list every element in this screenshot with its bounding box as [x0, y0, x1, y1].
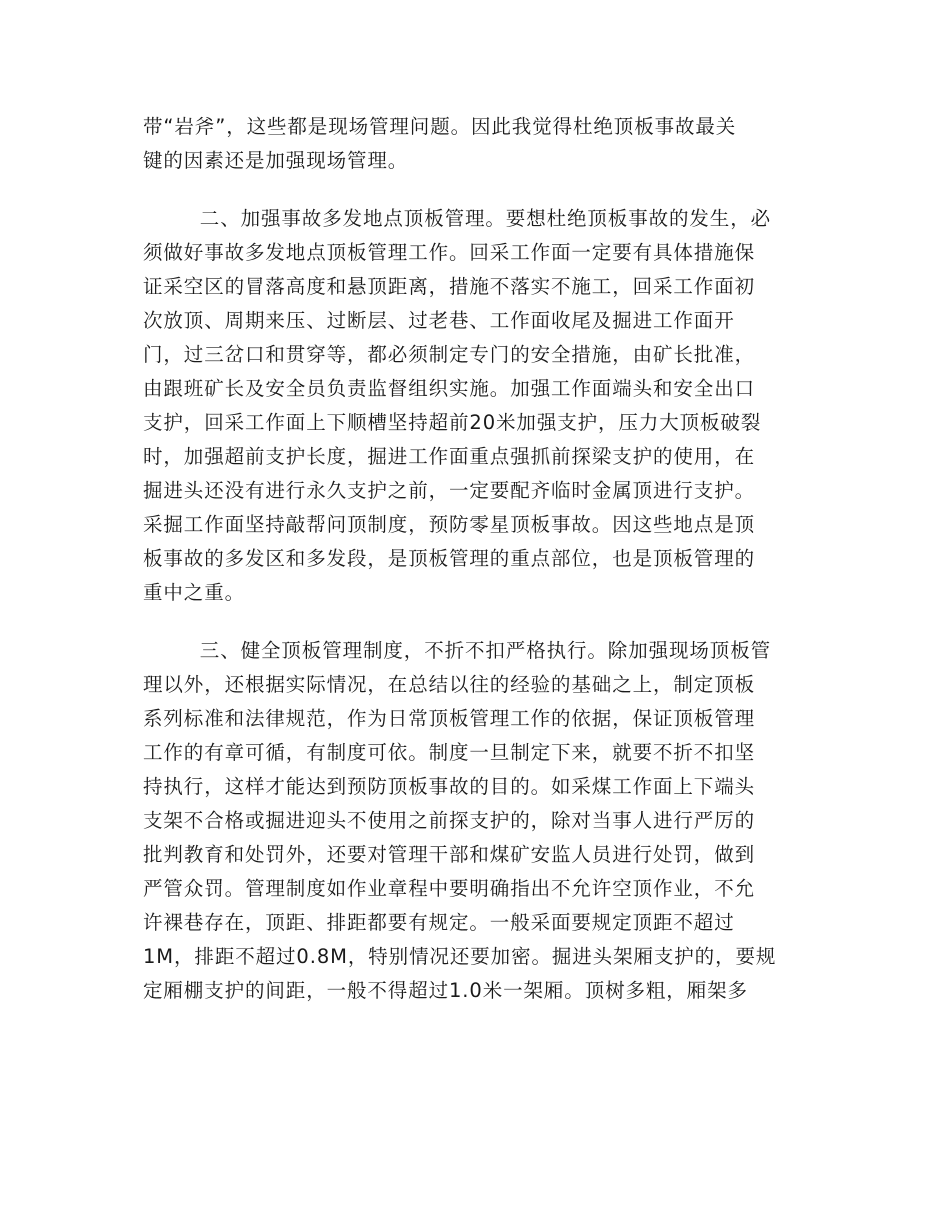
text-line: 持执行，这样才能达到预防顶板事故的目的。如采煤工作面上下端头: [143, 775, 756, 798]
text-line: 严管众罚。管理制度如作业章程中要明确指出不允许空顶作业，不允: [143, 877, 756, 900]
text-line: 掘进头还没有进行永久支护之前，一定要配齐临时金属顶进行支护。: [143, 479, 756, 502]
text-line: 工作的有章可循，有制度可依。制度一旦制定下来，就要不折不扣坚: [143, 741, 756, 764]
text-line: 理以外，还根据实际情况，在总结以往的经验的基础之上，制定顶板: [143, 673, 756, 696]
text-line: 许裸巷存在，顶距、排距都要有规定。一般采面要规定顶距不超过: [143, 911, 735, 934]
text-line: 板事故的多发区和多发段，是顶板管理的重点部位，也是顶板管理的: [143, 547, 756, 570]
text-line: 三、健全顶板管理制度，不折不扣严格执行。除加强现场顶板管: [143, 639, 771, 662]
paragraph-spacer: [143, 610, 803, 634]
paragraph-1: [143, 110, 803, 178]
text-line: 二、加强事故多发地点顶板管理。要想杜绝顶板事故的发生，必: [143, 207, 771, 230]
text-line: 系列标准和法律规范，作为日常顶板管理工作的依据，保证顶板管理: [143, 707, 756, 730]
text-line: 次放顶、周期来压、过断层、过老巷、工作面收尾及掘进工作面开: [143, 309, 735, 332]
text-line: 带“岩斧”，这些都是现场管理问题。因此我觉得杜绝顶板事故最关: [143, 115, 737, 138]
text-line: 证采空区的冒落高度和悬顶距离，措施不落实不施工，回采工作面初: [143, 275, 756, 298]
text-line: 定厢棚支护的间距，一般不得超过1.0米一架厢。顶树多粗，厢架多: [143, 979, 748, 1002]
text-line: 支护，回采工作面上下顺槽坚持超前20米加强支护，压力大顶板破裂: [143, 411, 762, 434]
document-body: [143, 110, 803, 1008]
text-line: 须做好事故多发地点顶板管理工作。回采工作面一定要有具体措施保: [143, 241, 756, 264]
text-line: 批判教育和处罚外，还要对管理干部和煤矿安监人员进行处罚，做到: [143, 843, 756, 866]
text-line: 由跟班矿长及安全员负责监督组织实施。加强工作面端头和安全出口: [143, 377, 756, 400]
text-line: 门，过三岔口和贯穿等，都必须制定专门的安全措施，由矿长批准，: [143, 343, 756, 366]
text-line: 键的因素还是加强现场管理。: [143, 149, 409, 172]
text-line: 采掘工作面坚持敲帮问顶制度，预防零星顶板事故。因这些地点是顶: [143, 513, 756, 536]
text-line: 时，加强超前支护长度，掘进工作面重点强抓前探梁支护的使用，在: [143, 445, 756, 468]
text-line: 1M，排距不超过0.8M，特别情况还要加密。掘进头架厢支护的，要规: [143, 945, 777, 968]
text-line: 重中之重。: [143, 581, 246, 604]
text-line: 支架不合格或掘进迎头不使用之前探支护的，除对当事人进行严厉的: [143, 809, 756, 832]
paragraph-spacer: [143, 178, 803, 202]
paragraph-2: [143, 202, 803, 610]
paragraph-3: [143, 634, 803, 1008]
